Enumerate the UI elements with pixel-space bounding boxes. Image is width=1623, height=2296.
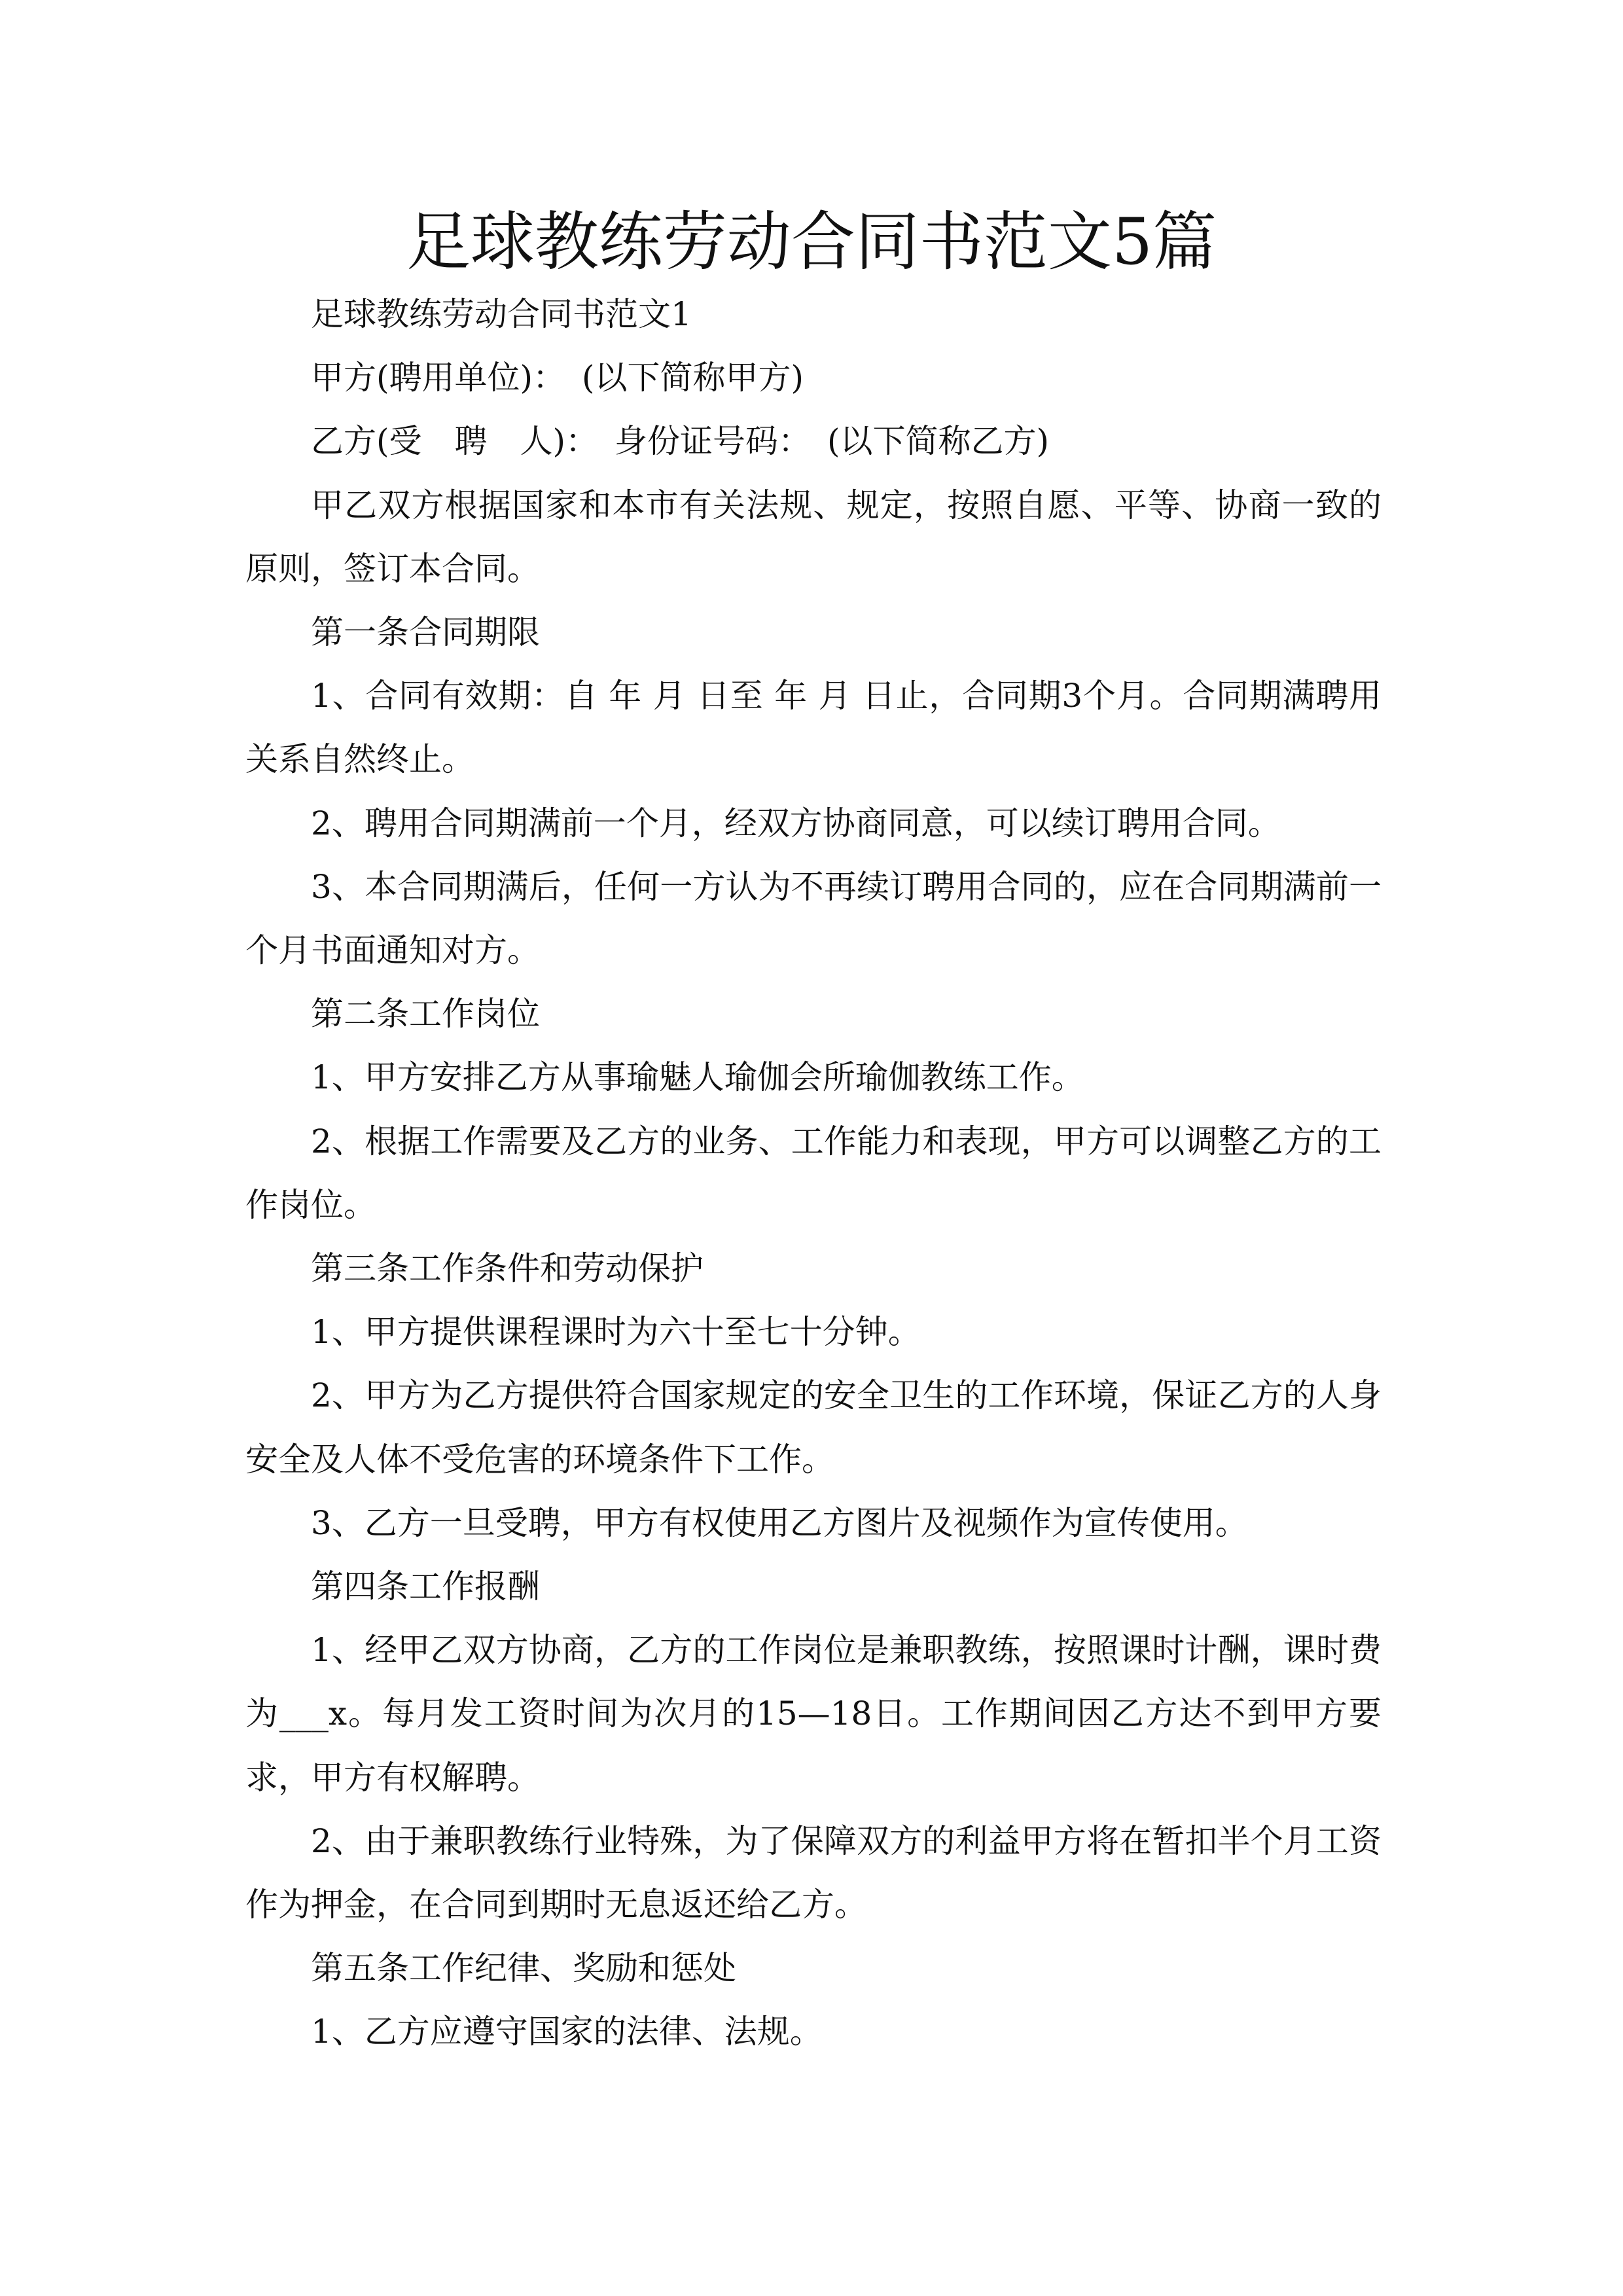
- article-heading: 第五条工作纪律、奖励和惩处: [311, 1949, 736, 1988]
- article-heading: 第四条工作报酬: [311, 1568, 540, 1606]
- paragraph: 甲乙双方根据国家和本市有关法规、规定，按照自愿、平等、协商一致的原则，签订本合同。: [245, 486, 1382, 588]
- party-a-line: 甲方(聘用单位)： (以下简称甲方): [311, 359, 804, 397]
- paragraph: 1、经甲乙双方协商，乙方的工作岗位是兼职教练，按照课时计酬，课时费为___x。每月发工资时间为次月的15—18日。工作期间因乙方达不到甲方要求，甲方有权解聘。: [245, 1631, 1382, 1797]
- paragraph: 2、聘用合同期满前一个月，经双方协商同意，可以续订聘用合同。: [311, 804, 1281, 842]
- paragraph: 1、乙方应遵守国家的法律、法规。: [311, 2013, 823, 2051]
- article-heading: 第三条工作条件和劳动保护: [311, 1249, 704, 1288]
- paragraph: 3、本合同期满后，任何一方认为不再续订聘用合同的，应在合同期满前一个月书面通知对方。: [245, 867, 1382, 970]
- paragraph: 2、甲方为乙方提供符合国家规定的安全卫生的工作环境，保证乙方的人身安全及人体不受危害的环境条件下工作。: [245, 1376, 1382, 1479]
- paragraph: 1、合同有效期：自 年 月 日至 年 月 日止，合同期3个月。合同期满聘用关系自然终止。: [245, 677, 1382, 779]
- article-heading: 第一条合同期限: [311, 613, 540, 652]
- article-heading: 第二条工作岗位: [311, 995, 540, 1033]
- party-b-line: 乙方(受 聘 人)： 身份证号码： (以下简称乙方): [311, 422, 1050, 461]
- document-title: 足球教练劳动合同书范文5篇: [406, 205, 1217, 279]
- paragraph: 2、根据工作需要及乙方的业务、工作能力和表现，甲方可以调整乙方的工作岗位。: [245, 1122, 1382, 1224]
- paragraph: 1、甲方提供课程课时为六十至七十分钟。: [311, 1313, 921, 1352]
- section-heading: 足球教练劳动合同书范文1: [311, 295, 692, 333]
- paragraph: 1、甲方安排乙方从事瑜魅人瑜伽会所瑜伽教练工作。: [311, 1058, 1084, 1097]
- paragraph: 2、由于兼职教练行业特殊，为了保障双方的利益甲方将在暂扣半个月工资作为押金，在合同到期时无息返还给乙方。: [245, 1821, 1382, 1924]
- paragraph: 3、乙方一旦受聘，甲方有权使用乙方图片及视频作为宣传使用。: [311, 1503, 1248, 1542]
- document-body: [245, 283, 1382, 2064]
